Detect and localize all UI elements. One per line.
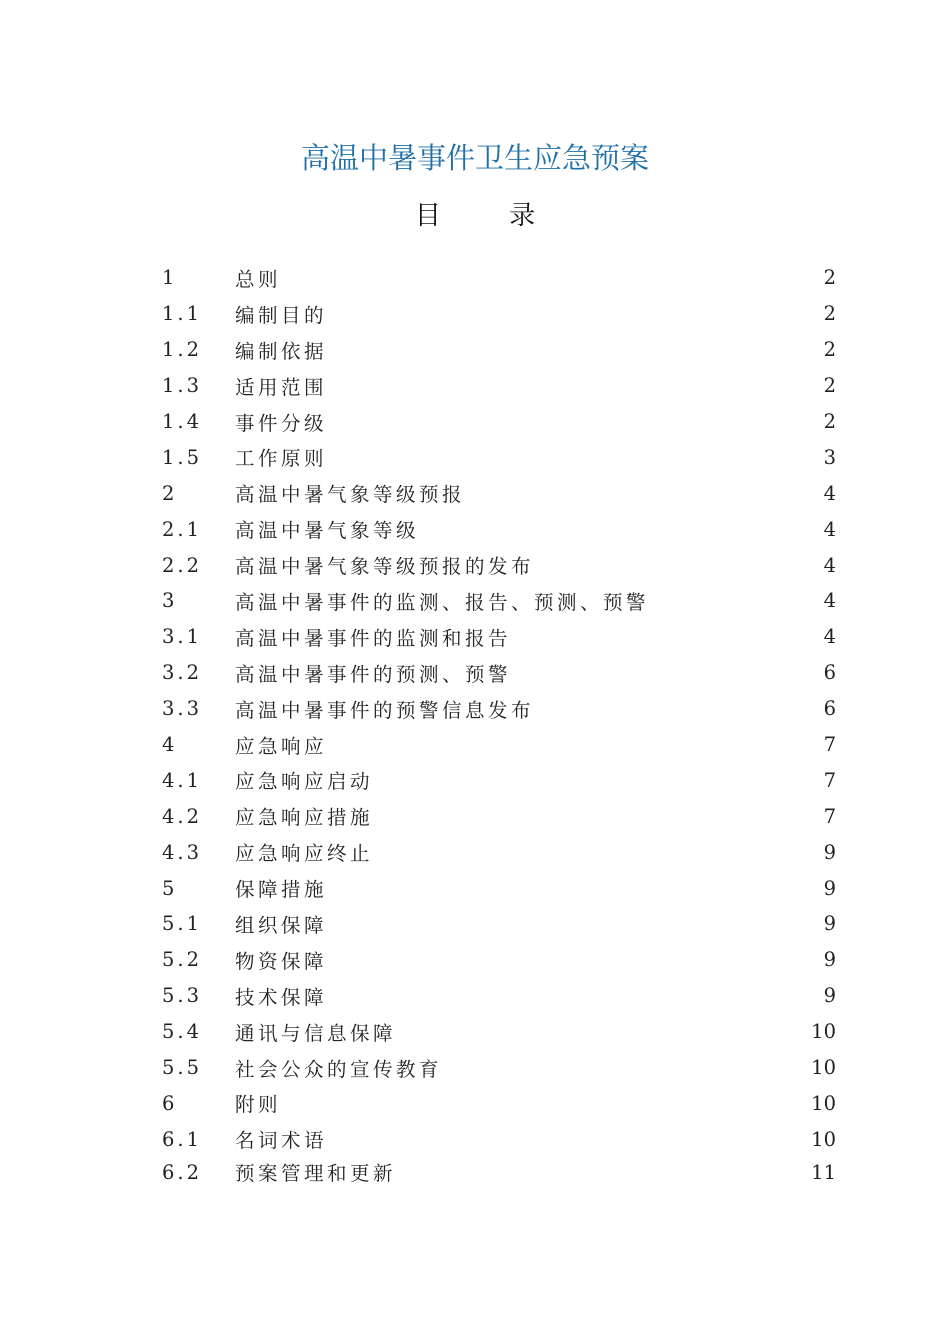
toc-entry-page-number: 4 (823, 625, 836, 649)
toc-entry-page-number: 7 (823, 768, 836, 792)
toc-entry-title: 工作原则 (235, 447, 328, 471)
toc-entry-number: 3.1 (162, 625, 203, 649)
toc-entry-title: 高温中暑气象等级预报的发布 (235, 555, 535, 579)
toc-entry-number: 5.2 (162, 948, 203, 972)
toc-entry-page-number: 4 (823, 481, 836, 505)
toc-entry[interactable] (162, 583, 836, 619)
toc-entry-title: 通讯与信息保障 (235, 1021, 397, 1045)
toc-entry-number: 6.2 (162, 1160, 203, 1184)
toc-entry[interactable] (162, 439, 836, 475)
toc-entry-number: 1 (162, 266, 178, 290)
toc-entry-number: 4.3 (162, 840, 203, 864)
toc-entry[interactable] (162, 798, 836, 834)
toc-entry-page-number: 6 (823, 661, 836, 685)
toc-entry[interactable] (162, 619, 836, 655)
toc-entry-number: 5.5 (162, 1056, 203, 1080)
toc-entry-page-number: 4 (823, 553, 836, 577)
toc-entry[interactable] (162, 942, 836, 978)
toc-entry[interactable] (162, 1121, 836, 1157)
toc-entry[interactable] (162, 511, 836, 547)
toc-entry-page-number: 2 (823, 374, 836, 398)
toc-entry-title: 总则 (235, 267, 282, 291)
toc-entry-title: 应急响应措施 (235, 806, 374, 830)
toc-entry-title: 社会公众的宣传教育 (235, 1057, 443, 1081)
toc-entry-number: 6 (162, 1091, 178, 1115)
toc-entry-number: 3.3 (162, 697, 203, 721)
toc-heading: 目 录 (414, 201, 566, 231)
toc-entry-page-number: 2 (823, 410, 836, 433)
toc-entry-number: 4 (162, 733, 178, 757)
toc-entry-number: 1.3 (162, 374, 203, 398)
toc-entry-page-number: 7 (823, 733, 836, 757)
toc-entry-number: 6.1 (162, 1127, 203, 1151)
toc-entry[interactable] (162, 296, 836, 332)
toc-entry-title: 编制目的 (235, 303, 328, 327)
toc-entry-page-number: 4 (823, 517, 836, 541)
toc-entry[interactable] (162, 870, 836, 906)
toc-entry-title: 技术保障 (235, 985, 328, 1009)
toc-entry-number: 4.1 (162, 768, 203, 792)
toc-entry-number: 1.1 (162, 302, 203, 326)
toc-entry-title: 高温中暑事件的预警信息发布 (235, 698, 535, 722)
toc-entry-number: 2.1 (162, 517, 203, 541)
toc-entry-title: 物资保障 (235, 949, 328, 973)
toc-entry-page-number: 2 (823, 302, 836, 326)
toc-entry[interactable] (162, 475, 836, 511)
toc-entry-number: 5.3 (162, 984, 203, 1008)
toc-entry[interactable] (162, 906, 836, 942)
toc-entry-number: 4.2 (162, 804, 203, 828)
toc-entry[interactable] (162, 1085, 836, 1121)
toc-entry-title: 保障措施 (235, 878, 328, 902)
toc-entry-number: 1.4 (162, 410, 203, 433)
toc-entry[interactable] (162, 1050, 836, 1086)
toc-entry-page-number: 2 (823, 266, 836, 290)
toc-entry-page-number: 9 (823, 912, 836, 936)
toc-entry-title: 应急响应终止 (235, 842, 374, 866)
toc-entry-page-number: 9 (823, 840, 836, 864)
toc-entry[interactable] (162, 978, 836, 1014)
toc-entry[interactable] (162, 834, 836, 870)
toc-entry-title: 应急响应 (235, 734, 328, 758)
toc-entry[interactable] (162, 332, 836, 368)
toc-entry[interactable] (162, 547, 836, 583)
toc-entry-number: 5.1 (162, 912, 203, 936)
toc-entry-page-number: 11 (811, 1160, 836, 1184)
toc-entry-page-number: 6 (823, 697, 836, 721)
toc-entry-title: 组织保障 (235, 913, 328, 937)
toc-entry-number: 5.4 (162, 1020, 203, 1044)
toc-entry-number: 1.2 (162, 338, 203, 362)
toc-entry-title: 高温中暑气象等级 (235, 519, 420, 543)
toc-entry[interactable] (162, 1157, 836, 1187)
toc-entry-number: 3.2 (162, 661, 203, 685)
toc-entry-number: 2 (162, 481, 178, 505)
toc-entry-title: 附则 (235, 1093, 282, 1117)
toc-entry-page-number: 9 (823, 876, 836, 900)
toc-entry[interactable] (162, 260, 836, 296)
document-title: 高温中暑事件卫生应急预案 (300, 141, 649, 175)
toc-entry[interactable] (162, 368, 836, 404)
toc-entry-title: 事件分级 (235, 411, 328, 435)
toc-entry[interactable] (162, 1014, 836, 1050)
toc-entry-number: 3 (162, 589, 178, 613)
toc-entry-title: 高温中暑事件的预测、预警 (235, 662, 512, 686)
toc-entry-number: 1.5 (162, 445, 203, 469)
toc-entry-title: 编制依据 (235, 339, 328, 363)
toc-entry[interactable] (162, 404, 836, 440)
toc-entry-page-number: 9 (823, 948, 836, 972)
toc-entry[interactable] (162, 691, 836, 727)
toc-entry-page-number: 10 (811, 1020, 836, 1044)
toc-entry-title: 高温中暑事件的监测和报告 (235, 626, 512, 650)
toc-entry[interactable] (162, 655, 836, 691)
toc-entry[interactable] (162, 762, 836, 798)
toc-entry-number: 2.2 (162, 553, 203, 577)
toc-entry-page-number: 9 (823, 984, 836, 1008)
table-of-contents (162, 260, 836, 1187)
toc-entry-page-number: 3 (823, 445, 836, 469)
toc-entry-title: 高温中暑事件的监测、报告、预测、预警 (235, 590, 650, 614)
toc-entry-page-number: 10 (811, 1056, 836, 1080)
toc-entry-page-number: 2 (823, 338, 836, 362)
toc-entry[interactable] (162, 727, 836, 763)
toc-entry-page-number: 10 (811, 1127, 836, 1151)
toc-entry-page-number: 4 (823, 589, 836, 613)
toc-entry-title: 预案管理和更新 (235, 1162, 397, 1186)
toc-entry-page-number: 10 (811, 1091, 836, 1115)
toc-entry-title: 应急响应启动 (235, 770, 374, 794)
toc-entry-title: 高温中暑气象等级预报 (235, 483, 466, 507)
toc-entry-title: 名词术语 (235, 1129, 328, 1153)
toc-entry-number: 5 (162, 876, 178, 900)
toc-entry-title: 适用范围 (235, 375, 328, 399)
toc-entry-page-number: 7 (823, 804, 836, 828)
